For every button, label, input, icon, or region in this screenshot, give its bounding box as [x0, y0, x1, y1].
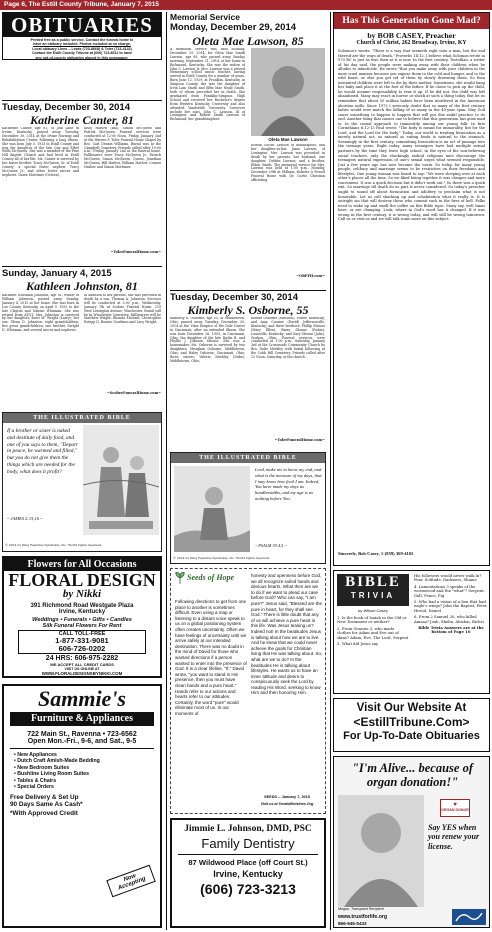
list-item: • Special Orders: [14, 784, 54, 791]
running-head: Page 6, The Estill County Tribune, January 7, 2015: [0, 0, 492, 10]
divider: [2, 266, 162, 267]
sermon-signoff: Sincerely, Bob Casey, 1-(859) 369-4165: [338, 551, 414, 556]
heart-icon: ♥: [453, 802, 457, 808]
sermon-title: Has This Generation Gone Mad?: [334, 13, 489, 29]
floral-phone-box: [18, 630, 146, 654]
floral-web: WWW.FLORALDESIGNSBYNIKKI.COM: [41, 671, 123, 677]
sermon-body: Solomon's words: "There is a way that seemeth right unto a man, but the end thereof are the ways of death," Proverbs 14:12. I believe what Solomon wrote in 970 BC is just as true then as it is now. In the first century, Tertullian, a writer of his day said, the people were making away with their children when he alludes to infanticide. He wrote "that you make away with your children in the most cruel manner because you expose them to the cold and hunger, and to the wild beast, or else you get rid of them by slowly drowning them. So then unwanted children were left to die by their mother. Sometimes, she would hang her baby and place it at the feet of the father. If he chose to pick up the child, he would assume responsibility to rear it up. If he did not, the child was left abandoned. Many may react in horror or shock at such a thing today. But let us remember that about 55 million babies have been murdered in the American abortion mills. Since 1973 I seriously doubt that so many of the first century ladies would ever match the killing of so many in the 40-year span. May God cause something to happen to happen that will put this sinful practice to its end. Another thing that causes one to believe that this generation has gone mad is: In the casual approach to immorality among our young folk. In first Corinthians 6:12-13 Paul wrote: "The body is meant for immorality, but for the Lord, and the Lord for the body." Today, our world is treating fornication as a merely natural act, as natural as eating foods is natural to the stomach. Seemingly in the first century, committing fornication is an act of passage into the teenage years. Right today, many teenagers have had multiple sexual partners by the time they leave high school. In the eyes of the non-believing social teachers, only the shockingly radical religious nuts discourage the teenagers natural expression of one's sexual urges what seemed responsible. Just a few years ago has now become the norm. So today, for many young people, celibacy and marriage seems to be restrictive on their freedoms and lifestyles. One young woman was heard to say: "We were sleeping over at each other's places all the time. So we liked being together it was cheaper and more convenient. It was a quick decision but it didn't work out." So there was a quick exit. So marriage till death do us part is never considered. So today's preacher ought to sound off about fornication and adultery to proclaim what is not honorable. Let us call shacking up and cohabitation what it really is. It is outright sin that will destroy those who commit such in the fires of hell. Folks need to wake up and smell the coffee on this Bible topic. Many say, well times have, or are changing. Look, where in God's word has it changed. If it was wrong in the first century, it is wrong today, and will still be wrong tomorrow. Call us or visit us and we will talk some more on this subject.: [338, 49, 485, 222]
list-item: • Dutch Craft Amish-Made Bedding: [14, 758, 100, 765]
portrait-icon: [251, 48, 325, 136]
donor-web[interactable]: www.trustforlife.org: [338, 914, 388, 920]
donor-caption: Megan, Transplant Recipient: [338, 907, 384, 911]
tribune-line2[interactable]: <EstillTribune.Com>: [353, 715, 470, 729]
column-divider: [330, 12, 331, 930]
floral-visit: VISIT US ONLINE AT: [64, 667, 100, 672]
bible-ref: ~ PSALM 39:4,5 ~: [255, 543, 287, 548]
sammies-hours: Open Mon.-Fri., 9-6, and Sat., 9-5: [27, 738, 137, 745]
obit-source: ~ScobeeFuneralHome.com~: [106, 391, 161, 395]
trivia-col2: [414, 574, 488, 635]
floral-design-ad: [2, 556, 162, 678]
floral-by: by Nikki: [62, 588, 102, 600]
seed-leaf-icon: [175, 572, 185, 584]
obit-name: Kathleen Johnston, 81: [26, 279, 138, 293]
obit-body-col2: Kristin Nicole Lawson of Indianapolis; and her daughter-in-law, Janie Lawson, of Lexington. Mrs. Lawson was preceded in death by her parents, her husband, one daughter, Debbie Lawson; and a brother, Eldon Smith. The memorial service for Mrs. Lawson was held at 1:00 p.m., Monday, December 29th at Oldham, Roberts & Powell Funeral Home with Dr. Curtis Christian officiating.: [251, 144, 325, 183]
floral-tollfree-label: CALL TOLL-FREE: [58, 631, 106, 637]
trust-for-life-logo-icon: [452, 909, 486, 925]
donor-phone: 866-945-5433: [338, 921, 367, 926]
donor-badge: [440, 799, 470, 817]
trivia-question: 3. What did Jesus say: [337, 641, 379, 647]
floral-phone: 606-726-0202: [58, 644, 106, 654]
floral-hours: 24 HRS: 606-975-2282: [45, 655, 119, 663]
seeds-footer-link[interactable]: Visit us at SeedsMinistries.Org: [260, 802, 314, 806]
floral-cards: WE ACCEPT ALL CREDIT CARDS: [50, 662, 114, 668]
obit-name: Katherine Canter, 81: [30, 113, 134, 127]
sammies-ad: [2, 684, 162, 928]
obit-body-col1: Kathleen Whisman Johnston, age 81, widow of William Johnston, passed away Sunday, January 4, 2015 at her home. She was born in Lee County, Kentucky on April 9, 1933 to the late Clayton and Nannie Whisman. She was retired from AT&T. Mrs. Johnston is survived by her daughter, Kerri M. Wright (Larry); her son, Glenn D. Johnston; eight grandchildren, five great grandchildren; one brother, Dwight D. Whisman, and several nieces and nephews.: [2, 294, 79, 333]
sammies-name: Sammie's: [37, 686, 126, 711]
obit-body-col2: In addition to her parents, she was preceded in death by a son, Thomas A. Johnston. Services will be conducted at 2:00 p.m., Wednesday, January 7th at Scobee Funeral Home, 219 West Lexington Avenue, Winchester. Burial will be in Winchester Cemetery. Pallbearers will be Matthew Wright, Rhonda Michael, Christopher Estepp II, Ronnie Goodman and Lacy Wright.: [84, 294, 161, 325]
sammies-items: [4, 752, 160, 790]
tribune-line1: Visit Our Website At: [356, 702, 467, 714]
obit-name: Kimberly S. Osborne, 55: [187, 303, 309, 317]
floral-banner: Flowers for All Occasions: [4, 558, 160, 571]
trivia-question: His followers would never walk in? Fear, Solitude, Darkness, Shame: [414, 573, 482, 583]
seeds-body-col2: honesty and openness before God, we all recognize soiled hands and devious hearts. What then are we to do if we want to plead our case before God? Who can say, "I am pure?" Jesus said, "Blessed are the pure in heart, for they shall see God." There is little doubt that any of us will achieve a pure heart in this life. Was Jesus teasing us? Indeed not! In the beatitudes Jesus is talking about how we are to live. And he knew that we could never achieve the goals for Christian living that He was talking about. So, what are we to do? In the beatitudes He is talking about lifestyles. He wants us to have an inner attitude and desire to conspicuously seek the Lord by reading His Word, seeking to know Him and then honoring Him.: [251, 573, 323, 696]
obit-date: Sunday, January 4, 2015: [2, 268, 112, 279]
trivia-question: 5. Who had a vision of a lion that had eagle's wings? John the Baptist, Peter, Herod, Daniel: [414, 599, 488, 613]
obit-date: Tuesday, December 30, 2014: [170, 292, 298, 303]
obit-source: ~ORPFH.com~: [296, 274, 325, 278]
obituaries-banner: [2, 12, 162, 60]
sermon-byline: by BOB CASEY, Preacher: [367, 31, 456, 40]
notice-line: Local obituary Lines -- Lewis (723-8668) & Toler (723-4142): [32, 46, 132, 51]
floral-address: 391 Richmond Road Westgate Plaza: [30, 603, 134, 609]
trivia-title: BIBLE: [345, 574, 401, 590]
list-item: • New Appliances: [14, 752, 57, 758]
trivia-sub: TRIVIA: [350, 591, 396, 600]
badge-text: ORGAN DONOR: [441, 808, 469, 812]
obit-date: Tuesday, December 30, 2014: [2, 102, 130, 113]
sermon-church: Church of Christ, 262 Broadway, Irvine, KY: [356, 40, 467, 46]
illustrated-bible-header: THE ILLUSTRATED BIBLE: [171, 453, 325, 463]
trivia-masthead: [337, 574, 409, 606]
photo-caption: Oleta Mae Lawson: [268, 137, 308, 142]
divider: [2, 100, 162, 101]
floral-services: Weddings • Funerals • Gifts • Candles: [32, 617, 132, 623]
obit-body-col1: Katherine Canter, age 81, of Jodi Lane in Irvine, Kentucky, passed away Tuesday, December 30, 2014 at the Irvine Nursing and Rehabilitation Center, following a long illness. She was born July 5, 1933 in Estill County and was the daughter of the late Guy and Ethel Wells McQueen. She was a member of the Pine Hill Baptist Church and had lived in Estill County all of her life. Ms. Canter is survived by her foster brother, Tracy McQueen, Sr. of Estill County; a special foster nephew, Tracy McQueen Jr.; and other foster nieces and nephews: Dawn Mortimer (Osteen),: [2, 127, 79, 177]
obituaries-notice: [3, 37, 161, 61]
obit-date: Monday, December 29, 2014: [170, 22, 297, 33]
list-item: • Bushline Living Room Suites: [14, 771, 90, 778]
organ-donor-ad: [333, 756, 490, 928]
notice-line: any out-of-county obituaries placed in this newspaper.: [35, 55, 129, 60]
floral-silk: Silk Funeral Flowers For Rent: [42, 623, 122, 629]
illustrated-bible-panel: [170, 452, 326, 564]
bible-verse: Lord, make me to know my end, and what is the measure of my days, that I may know how frail I am. Indeed, You have made my days as handbreadths, and my age is as nothing before You.: [255, 467, 322, 501]
trivia-author: by Wilson Casey: [358, 608, 388, 613]
floral-tollfree: 1-877-331-9081: [55, 636, 109, 646]
sammies-cash: 90 Days Same As Cash*: [10, 801, 83, 809]
obit-body-col1: Kimberly S. Osborne, age 55, of Middletown, Ohio, passed away Tuesday, December 30, 2014 at the Vitas Hospice of the Dale Center in Cincinnati, after an extended illness. She was born December 26, 1959, in Cincinnati, Ohio, the daughter of the late Hadie B. and Phyllis J. Johnson Shouse. She was a homemaker. Ms. Osborne is survived by two daughters: Meaghan Osborne, Middletown, Ohio; and Haley Osborne, Cincinnati, Ohio; three sisters: Valerie Merkley (Duke), Middletown, Ohio;: [170, 317, 245, 363]
obit-name: Oleta Mae Lawson, 85: [192, 34, 304, 48]
seeds-body-col1: Following directions to get from one place to another is sometimes difficult. Even using a map or listening to a distant voice speak to us on a global positioning system often creates uncertainty. Often we have feelings of uncertainty until we arrive safely at our intended destination. There was no doubt in the mind of David for those who wanted directions if a person wanted to enter into the presence of God. It is a clear lifeline. "If," David wrote, "you want to stand in His presence, then you must have clean hands and a pure heart." Hands refer to our actions and hearts refer to our attitudes. Certainly, the word "pure" would eliminate most of us. In our moments of: [175, 599, 247, 716]
donor-quote: "I'm Alive... because of organ donation!": [351, 761, 474, 789]
memorial-label: Memorial Service: [170, 12, 240, 22]
obit-source: ~TolerFuneralHome.com~: [274, 438, 325, 442]
seeds-of-hope: [170, 568, 326, 814]
sammies-address: 722 Main St., Ravenna • 723-6562: [27, 731, 137, 738]
divider: [10, 748, 154, 749]
sammies-badge: Now Accepting: [106, 865, 155, 898]
sammies-approved: *With Approved Credit: [10, 810, 78, 818]
trivia-col1: [337, 616, 409, 646]
bible-illustration: [174, 466, 250, 552]
sammies-delivery: Free Delivery & Set Up: [10, 794, 79, 802]
divider: [178, 854, 318, 855]
trivia-question: 2. From Genesis 3, who made clothes for Adam and Eve out of skins? Adam, Eve, The Lord, Serpent: [337, 625, 409, 640]
seeds-footer: SEEDS -- January 7, 2015: [264, 795, 310, 799]
dentist-name: Jimmie L. Johnson, DMD, PSC: [184, 824, 312, 834]
trivia-question: 1. Is the book of Isaiah in the Old or New Testament or neither?: [337, 615, 407, 625]
bible-trivia: [333, 570, 490, 694]
seeds-title: Seeds of Hope: [187, 573, 235, 582]
obituaries-title: OBITUARIES: [3, 13, 161, 37]
tribune-web-ad: [333, 698, 490, 752]
bible-verse: If a brother or sister is naked and destitute of daily food, and one of you says to them, "Depart in peace, be warmed and filled," but you do not give them the things which are needed for the body, what does it profit?: [7, 428, 78, 475]
obit-body-col2: Bonnie Osborne (Mitchell), Foster, Kentucky; and Amy Coomer (David) Jeffersonville, Kentucky; and three brothers: Phillip Shouse (Mary Ellen), Barry Shouse (Robin), Louisville, Kentucky; and Gary Shouse (Julie), Goshen, Ohio. Funeral services were conducted at 1:00 p.m., Saturday, January 3rd at the Crossroads Community Church by Bro. Duke Merkley with burial following at the Cobb Hill Cemetery. Friends called after 12 Noon, Saturday, at the church.: [251, 317, 325, 360]
obit-source: ~TolerFuneralHome.com~: [110, 250, 161, 254]
donor-say: Say YES when you renew your license.: [428, 823, 480, 851]
dentist-phone: (606) 723-3213: [200, 881, 296, 897]
notice-line: Contact the Estill County Tribune at (606) 723-8011 to have: [32, 51, 132, 56]
illustrated-bible-panel: [2, 412, 162, 552]
floral-name: FLORAL DESIGN: [8, 570, 156, 590]
trivia-answers-note: Bible Trivia Answers are at the bottom of Page 10: [418, 625, 484, 635]
sermon-panel: [333, 12, 490, 566]
list-item: • New Bedroom Suites: [14, 764, 70, 771]
bible-credit: © 2014 by King Features Syndicate, Inc. World rights reserved.: [5, 543, 103, 547]
divider: [170, 290, 326, 291]
dentist-city: Irvine, Kentucky: [213, 869, 283, 879]
sammies-sub: Furniture & Appliances: [10, 712, 154, 726]
floral-city: Irvine, Kentucky: [58, 609, 106, 615]
dentist-address: 87 Wildwood Place (off Court St.): [188, 858, 308, 867]
notice-line: have an obituary included. Photos included at no charge.: [33, 42, 131, 47]
bible-credit: © 2014 by King Features Syndicate, Inc. World rights reserved.: [173, 556, 271, 560]
list-item: • Tables & Chairs: [14, 777, 57, 784]
tribune-line3: For Up-To-Date Obituaries: [343, 730, 480, 742]
column-divider: [166, 12, 167, 930]
bible-illustration: [83, 425, 159, 535]
illustrated-bible-header: THE ILLUSTRATED BIBLE: [3, 413, 161, 423]
donor-portrait: [338, 795, 424, 907]
trivia-question: 4. Lamentations 3 speaks of the wormwood and the "what"? Serpent, Gall, Fence, Fig: [414, 583, 485, 598]
obit-photo: [251, 48, 325, 136]
bible-ref: ~ JAMES 2:15,16 ~: [7, 516, 43, 521]
trivia-question: 6. From 2 Samuel 20, who killed Amasa? Joab, Sheba, Abishai, Bichri: [414, 614, 484, 624]
dentist-ad: [170, 818, 326, 928]
obit-body-col1: A memorial service was held Monday, December 29, 2014, for Oleta Mae Smith Lawson, age 85, who passed away Sunday morning, September 21, 2014, at her home in Richmond, Kentucky. She was the widow of John C. Lawson Jr. Mrs. Lawson was a retired elementary school music teacher, having served in Estill County for a number of years. Born June 12, 1929, at Franklin, Kentucky, in Simpson County, she was the daughter of Irvin Lam Smith and Effie Mae Nealy Smith, both of whom preceded her in death. She graduated from Franklin-Simpson High School and received her Bachelor's degree from Western Kentucky University and also attended Vanderbilt University. Survivors include her sons, John C. Lawson, III of Lexington, and Robert Smith Lawson of Richmond; her granddaughter,: [170, 48, 245, 122]
dentist-sub: Family Dentistry: [201, 836, 295, 851]
notice-line: Printed free as a public service. Contact the funeral home to: [30, 38, 134, 42]
obit-body-col2: Kelly Harlow (Bill), Simon McQueen and Patrick McQueen. Funeral services were conducted at 12:00 Noon, Friday, January 2nd at the Warren F. Toler Funeral Home Chapel by Bro. Carl Dennis Williams. Burial was at the Campbell Cemetery. Friends called after 10:00 a.m., Friday, January 2nd at the funeral home. Pallbearers were Tracy McQueen Jr., Patrick McQueen, Simon McQueen, Queen, Jonathan McQueen, Bill Harlow, William Harlow, Conner Harlow and Simon Mortimer.: [84, 127, 161, 170]
